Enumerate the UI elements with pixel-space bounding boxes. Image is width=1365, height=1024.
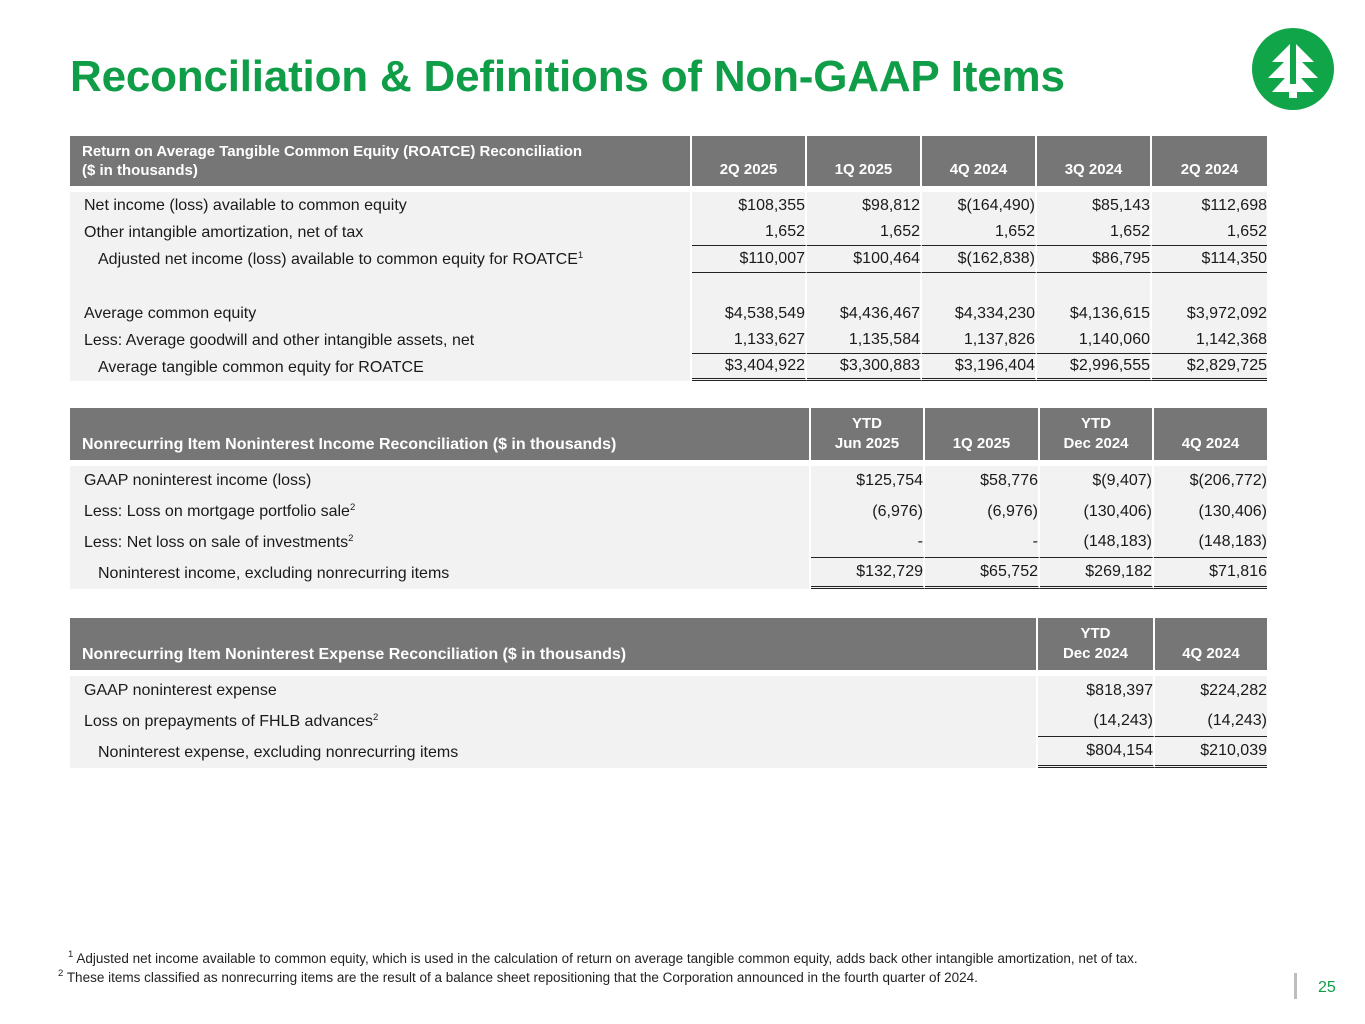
cell-value: $58,776 xyxy=(925,466,1040,496)
cell-value: $71,816 xyxy=(1154,558,1267,589)
roatce-table xyxy=(70,136,1267,381)
footnote-2: $^2$ These items classified as nonrecurring items are the result of a balance sheet repositioning that the Corporation announced in the fourth quarter of 2024. xyxy=(58,968,978,985)
cell-value: 1,652 xyxy=(1152,219,1267,246)
cell-value: - xyxy=(925,527,1040,558)
cell-value: 1,137,826 xyxy=(922,327,1037,354)
row-label: Noninterest income, excluding nonrecurring items xyxy=(70,558,811,589)
cell-value: $818,397 xyxy=(1038,676,1155,706)
cell-value: $86,795 xyxy=(1037,246,1152,273)
cell-value: $2,829,725 xyxy=(1152,354,1267,381)
table-row xyxy=(70,219,1267,246)
page-number: 25 xyxy=(1318,979,1336,996)
roatce-header xyxy=(70,136,692,186)
cell-value: (148,183) xyxy=(1040,527,1154,558)
cell-value: $108,355 xyxy=(692,192,807,219)
cell-value: $(164,490) xyxy=(922,192,1037,219)
expense-table xyxy=(70,618,1267,768)
footnote-marker: 2 xyxy=(348,532,354,544)
row-label: Loss on prepayments of FHLB advances$^2$ xyxy=(70,706,1038,737)
cell-value: 1,652 xyxy=(692,219,807,246)
cell-value: $65,752 xyxy=(925,558,1040,589)
cell-value: $125,754 xyxy=(811,466,925,496)
cell-value: $3,404,922 xyxy=(692,354,807,381)
cell-value: (130,406) xyxy=(1040,496,1154,527)
cell-value: 1,652 xyxy=(1037,219,1152,246)
cell-value: $110,007 xyxy=(692,246,807,273)
cell-value: (130,406) xyxy=(1154,496,1267,527)
table-row xyxy=(70,527,1267,558)
cell-value: $4,538,549 xyxy=(692,300,807,327)
footnote-1: $^1$ Adjusted net income available to common equity, which is used in the calculation of return on average tangible common equity, adds back other intangible amortization, net of tax. xyxy=(68,949,1138,966)
cell-value: $224,282 xyxy=(1155,676,1267,706)
cell-value: (14,243) xyxy=(1038,706,1155,737)
row-label: Less: Average goodwill and other intangible assets, net xyxy=(70,327,692,354)
roatce-col-header: 3Q 2024 xyxy=(1037,136,1152,186)
cell-value: $(162,838) xyxy=(922,246,1037,273)
cell-value: $269,182 xyxy=(1040,558,1154,589)
income-col-header: 4Q 2024 xyxy=(1154,408,1267,460)
expense-header: Nonrecurring Item Noninterest Expense Reconciliation ($ in thousands) xyxy=(70,618,1038,670)
cell-value: $4,436,467 xyxy=(807,300,922,327)
page-title: Reconciliation & Definitions of Non-GAAP Items xyxy=(70,52,1065,101)
table-row xyxy=(70,354,1267,381)
cell-value: $85,143 xyxy=(1037,192,1152,219)
cell-value: (6,976) xyxy=(811,496,925,527)
cell-value: $3,196,404 xyxy=(922,354,1037,381)
cell-value: 1,652 xyxy=(922,219,1037,246)
income-table xyxy=(70,408,1267,589)
cell-value: $(206,772) xyxy=(1154,466,1267,496)
expense-col-header: 4Q 2024 xyxy=(1155,618,1267,670)
cell-value: $132,729 xyxy=(811,558,925,589)
footnote-marker: 2 xyxy=(373,711,379,723)
cell-value: $2,996,555 xyxy=(1037,354,1152,381)
income-header: Nonrecurring Item Noninterest Income Reconciliation ($ in thousands) xyxy=(70,408,811,460)
cell-value: $(9,407) xyxy=(1040,466,1154,496)
roatce-col-header: 2Q 2024 xyxy=(1152,136,1267,186)
cell-value: (14,243) xyxy=(1155,706,1267,737)
cell-value: 1,140,060 xyxy=(1037,327,1152,354)
cell-value: $114,350 xyxy=(1152,246,1267,273)
roatce-header-line1: Return on Average Tangible Common Equity (ROATCE) Reconciliation xyxy=(82,143,583,160)
table-row xyxy=(70,327,1267,354)
table-row xyxy=(70,246,1267,273)
cell-value: $210,039 xyxy=(1155,737,1267,768)
expense-col-header: YTD Dec 2024 xyxy=(1038,618,1155,670)
page-number-divider xyxy=(1294,973,1297,999)
footnotes xyxy=(58,950,1258,986)
income-col-header: YTD Dec 2024 xyxy=(1040,408,1154,460)
cell-value: $804,154 xyxy=(1038,737,1155,768)
cell-value: $100,464 xyxy=(807,246,922,273)
row-label: GAAP noninterest income (loss) xyxy=(70,466,811,496)
row-label: GAAP noninterest expense xyxy=(70,676,1038,706)
footnote-marker: 2 xyxy=(349,501,356,513)
row-label: Average tangible common equity for ROATCE xyxy=(70,354,692,381)
row-label: Less: Loss on mortgage portfolio sale$^2$ xyxy=(70,496,811,527)
roatce-header-line2: ($ in thousands) xyxy=(82,162,198,179)
table-row xyxy=(70,706,1267,737)
income-col-header: YTD Jun 2025 xyxy=(811,408,925,460)
row-label: Net income (loss) available to common equity xyxy=(70,192,692,219)
table-row xyxy=(70,466,1267,496)
roatce-col-header: 4Q 2024 xyxy=(922,136,1037,186)
cell-value: 1,135,584 xyxy=(807,327,922,354)
footnote-marker: 1 xyxy=(577,249,584,261)
roatce-col-header: 2Q 2025 xyxy=(692,136,807,186)
table-row xyxy=(70,192,1267,219)
table-row xyxy=(70,737,1267,768)
cell-value: 1,652 xyxy=(807,219,922,246)
cell-value: $4,136,615 xyxy=(1037,300,1152,327)
cell-value: $112,698 xyxy=(1152,192,1267,219)
table-row xyxy=(70,300,1267,327)
row-label: Less: Net loss on sale of investments$^2$ xyxy=(70,527,811,558)
row-label: Other intangible amortization, net of tax xyxy=(70,219,692,246)
cell-value: 1,133,627 xyxy=(692,327,807,354)
cell-value: $4,334,230 xyxy=(922,300,1037,327)
row-label: Noninterest expense, excluding nonrecurring items xyxy=(70,737,1038,768)
cell-value: - xyxy=(811,527,925,558)
evergreen-tree-logo-icon xyxy=(1252,28,1334,110)
table-row xyxy=(70,496,1267,527)
table-row xyxy=(70,676,1267,706)
cell-value: $3,300,883 xyxy=(807,354,922,381)
income-col-header: 1Q 2025 xyxy=(925,408,1040,460)
row-label: Average common equity xyxy=(70,300,692,327)
cell-value: $98,812 xyxy=(807,192,922,219)
cell-value: $3,972,092 xyxy=(1152,300,1267,327)
blank-row xyxy=(70,273,1267,300)
cell-value: (148,183) xyxy=(1154,527,1267,558)
row-label: Adjusted net income (loss) available to common equity for ROATCE$^1$ xyxy=(70,246,692,273)
cell-value: (6,976) xyxy=(925,496,1040,527)
cell-value: 1,142,368 xyxy=(1152,327,1267,354)
table-row xyxy=(70,558,1267,589)
roatce-col-header: 1Q 2025 xyxy=(807,136,922,186)
